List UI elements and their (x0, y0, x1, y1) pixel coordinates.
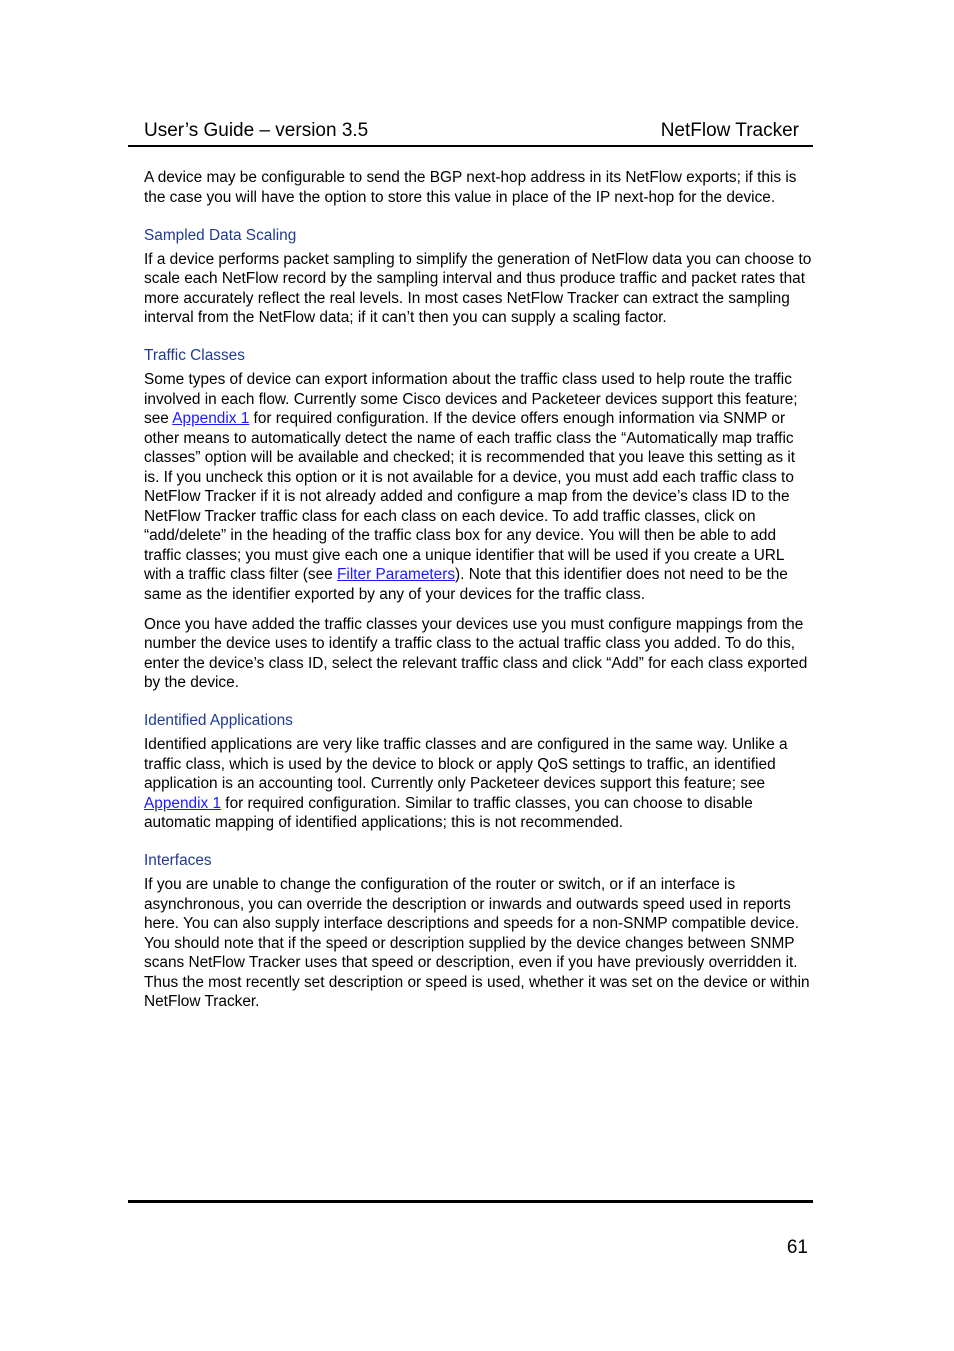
traffic-paragraph-2: Once you have added the traffic classes your devices use you must configure mappings from the number the device uses to identify a traffic class to the actual traffic class you added. To do this, enter the device’s class ID, select the relevant traffic class and click “Add” for each class exported by the device. (144, 615, 808, 691)
heading-traffic-classes: Traffic Classes (144, 347, 245, 364)
filter-parameters-link[interactable]: Filter Parameters (337, 566, 456, 583)
header-product: NetFlow Tracker (660, 120, 799, 141)
heading-interfaces: Interfaces (144, 852, 212, 869)
traffic-text-b: for required configuration. If the device offers enough information via SNMP or other means to automatically detect the name of each traffic class the “Automatically map traffic classes” option will be available and checked; it is recommended that you leave this setting as it is. If you uncheck this option or it is not available for a device, you must add each traffic class to NetFlow Tracker if it is not already added and configure a map from the device’s class ID to the NetFlow Tracker traffic class for each class on each device. To add traffic classes, click on “add/delete” in the heading of the traffic class box for any device. You will then be able to add traffic classes; you must give each one a unique identifier that will be used if you create a URL with a traffic class filter (see (144, 410, 796, 583)
sampled-paragraph: If a device performs packet sampling to simplify the generation of NetFlow data you can choose to scale each NetFlow record by the sampling interval and thus produce traffic and packet rates that more accurately reflect the real levels. In most cases NetFlow Tracker can extract the sampling interval from the NetFlow data; if it can’t then you can supply a scaling factor. (144, 250, 812, 326)
apps-text-b: for required configuration. Similar to traffic classes, you can choose to disable automatic mapping of identified applications; this is not recommended. (144, 794, 753, 831)
page-number: 61 (786, 1237, 808, 1258)
heading-sampled-data-scaling: Sampled Data Scaling (144, 226, 297, 244)
page-header (144, 118, 799, 144)
apps-text-a: Identified applications are very like traffic classes and are configured in the same way. Unlike a traffic class, which is used by the device to block or apply QoS settings to traffic, an identified application is an accounting tool. Currently only Packeteer devices support this feature; see (144, 736, 788, 792)
appendix-1-link-apps[interactable]: Appendix 1 (144, 794, 222, 812)
apps-paragraph (144, 735, 812, 833)
header-title: User’s Guide – version 3.5 (144, 120, 369, 141)
traffic-text-a: Some types of device can export information about the traffic class used to help route the traffic involved in each flow. Currently some Cisco devices and Packeteer devices support this feature; see (144, 371, 798, 427)
page-content (144, 168, 812, 1022)
traffic-paragraph-1 (144, 370, 812, 604)
intro-paragraph: A device may be configurable to send the BGP next-hop address in its NetFlow exports; if this is the case you will have the option to store this value in place of the IP next-hop for the device. (144, 169, 797, 206)
appendix-1-link[interactable]: Appendix 1 (172, 410, 250, 427)
interfaces-paragraph: If you are unable to change the configuration of the router or switch, or if an interface is asynchronous, you can override the description or inwards and outwards speed used in reports here. You can also supply interface descriptions and speeds for a non-SNMP compatible device. You should note that if the speed or description supplied by the device changes between SNMP scans NetFlow Tracker uses that speed or description, even if you have previously overridden it. Thus the most recently set description or speed is used, whether it was set on the device or within NetFlow Tracker. (144, 876, 810, 1010)
footer-rule (128, 1200, 813, 1203)
header-rule (128, 145, 813, 147)
traffic-text-c: ). Note that this identifier does not need to be the same as the identifier exported by any of your devices for the traffic class. (144, 566, 788, 603)
heading-identified-applications: Identified Applications (144, 712, 293, 729)
